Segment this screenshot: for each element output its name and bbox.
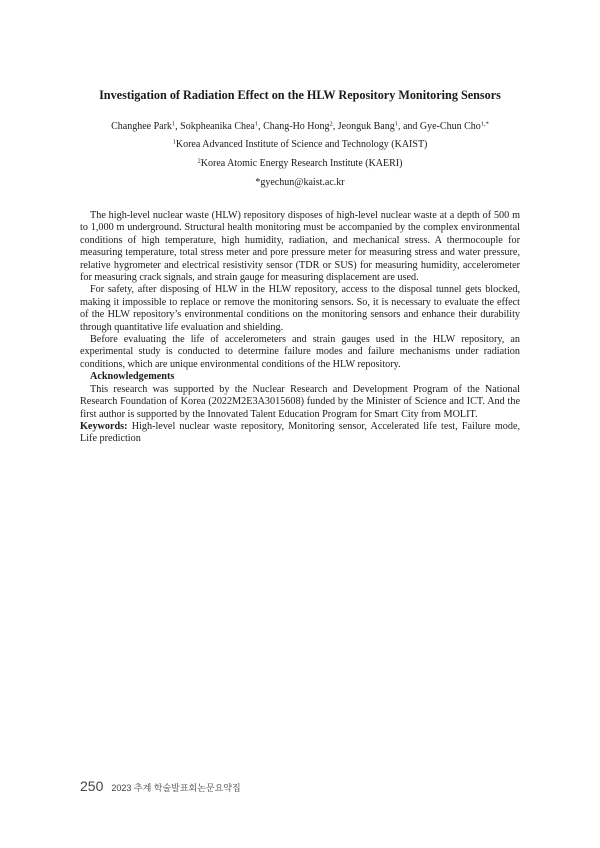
author [180, 121, 263, 132]
keywords-text: High-level nuclear waste repository, Monitoring sensor, Accelerated life test, Failure mode, Life prediction [80, 420, 521, 445]
proceedings-title: 2023 추계 학술발표회논문요약집 [111, 783, 241, 793]
page-number: 250 [80, 778, 104, 794]
author [420, 121, 489, 132]
author-separator: , [175, 121, 181, 132]
acknowledgements-text: This research was supported by the Nuclear Research and Development Program of the National Research Foundation of Korea (2022M2E3A3015608) funded by the Minister of Science and ICT. And the first author is supported by the Innovated Talent Education Program for Smart City from MOLIT. [80, 383, 520, 420]
author-affiliation-mark: 1 [254, 120, 259, 128]
author-affiliation-mark: 2 [329, 120, 333, 128]
body-paragraph: Before evaluating the life of accelerometers and strain gauges used in the HLW repository, an experimental study is conducted to determine failure modes and failure mechanisms under radiation conditions, which are unique environmental conditions of the HLW repository. [80, 334, 520, 370]
author-name: Changhee Park [111, 121, 172, 132]
author-separator: , [332, 121, 338, 132]
keywords-label: Keywords: [80, 420, 128, 432]
author [338, 121, 420, 132]
author [263, 121, 338, 132]
author-list [60, 119, 540, 135]
body-paragraph: For safety, after disposing of HLW in the HLW repository, access to the disposal tunnel gets blocked, making it impossible to replace or remove the monitoring sensors. So, it is necessary to evaluate the effect of the HLW repository’s environmental conditions on the monitoring sensors and enhance their durability through quantitative life evaluation and shielding. [80, 284, 520, 333]
author-separator: , [258, 121, 264, 132]
author-affiliation-mark: 1,* [480, 120, 489, 128]
author-affiliation-mark: 1 [171, 120, 176, 128]
affiliation-mark: 1 [172, 138, 176, 146]
affiliation-text: Korea Advanced Institute of Science and Technology (KAIST) [175, 139, 428, 150]
paper-title: Investigation of Radiation Effect on the HLW Repository Monitoring Sensors [99, 88, 501, 102]
affiliation [60, 138, 540, 152]
author [111, 121, 180, 132]
affiliation [60, 157, 540, 171]
acknowledgements-heading: Acknowledgements [90, 371, 175, 383]
author-name: Sokpheanika Chea [180, 121, 255, 132]
author-separator: , and [397, 121, 420, 132]
corresponding-email: *gyechun@kaist.ac.kr [255, 177, 345, 188]
author-name: Jeonguk Bang [337, 121, 395, 132]
author-affiliation-mark: 1 [394, 120, 398, 128]
author-name: Chang-Ho Hong [263, 121, 330, 132]
author-name: Gye-Chun Cho [419, 121, 481, 132]
page-footer [80, 778, 241, 794]
body-paragraph: The high-level nuclear waste (HLW) repository disposes of high-level nuclear waste at a depth of 500 m to 1,000 m underground. Structural health monitoring must be accompanied by the complex environmental conditions of high temperature, high humidity, radiation, and mechanical stress. A thermocouple for measuring temperature, total stress meter and pore pressure meter for measuring stress and water pressure, relative hygrometer and electrical resistivity sensor (TDR or SUS) for measuring humidity, accelerometer for measuring crack signals, and strain gauge for measuring displacement are used. [80, 210, 520, 284]
keywords [80, 421, 520, 446]
affiliation-mark: 2 [197, 157, 201, 165]
affiliation-text: Korea Atomic Energy Research Institute (KAERI) [200, 158, 403, 169]
paper-body [80, 210, 520, 446]
